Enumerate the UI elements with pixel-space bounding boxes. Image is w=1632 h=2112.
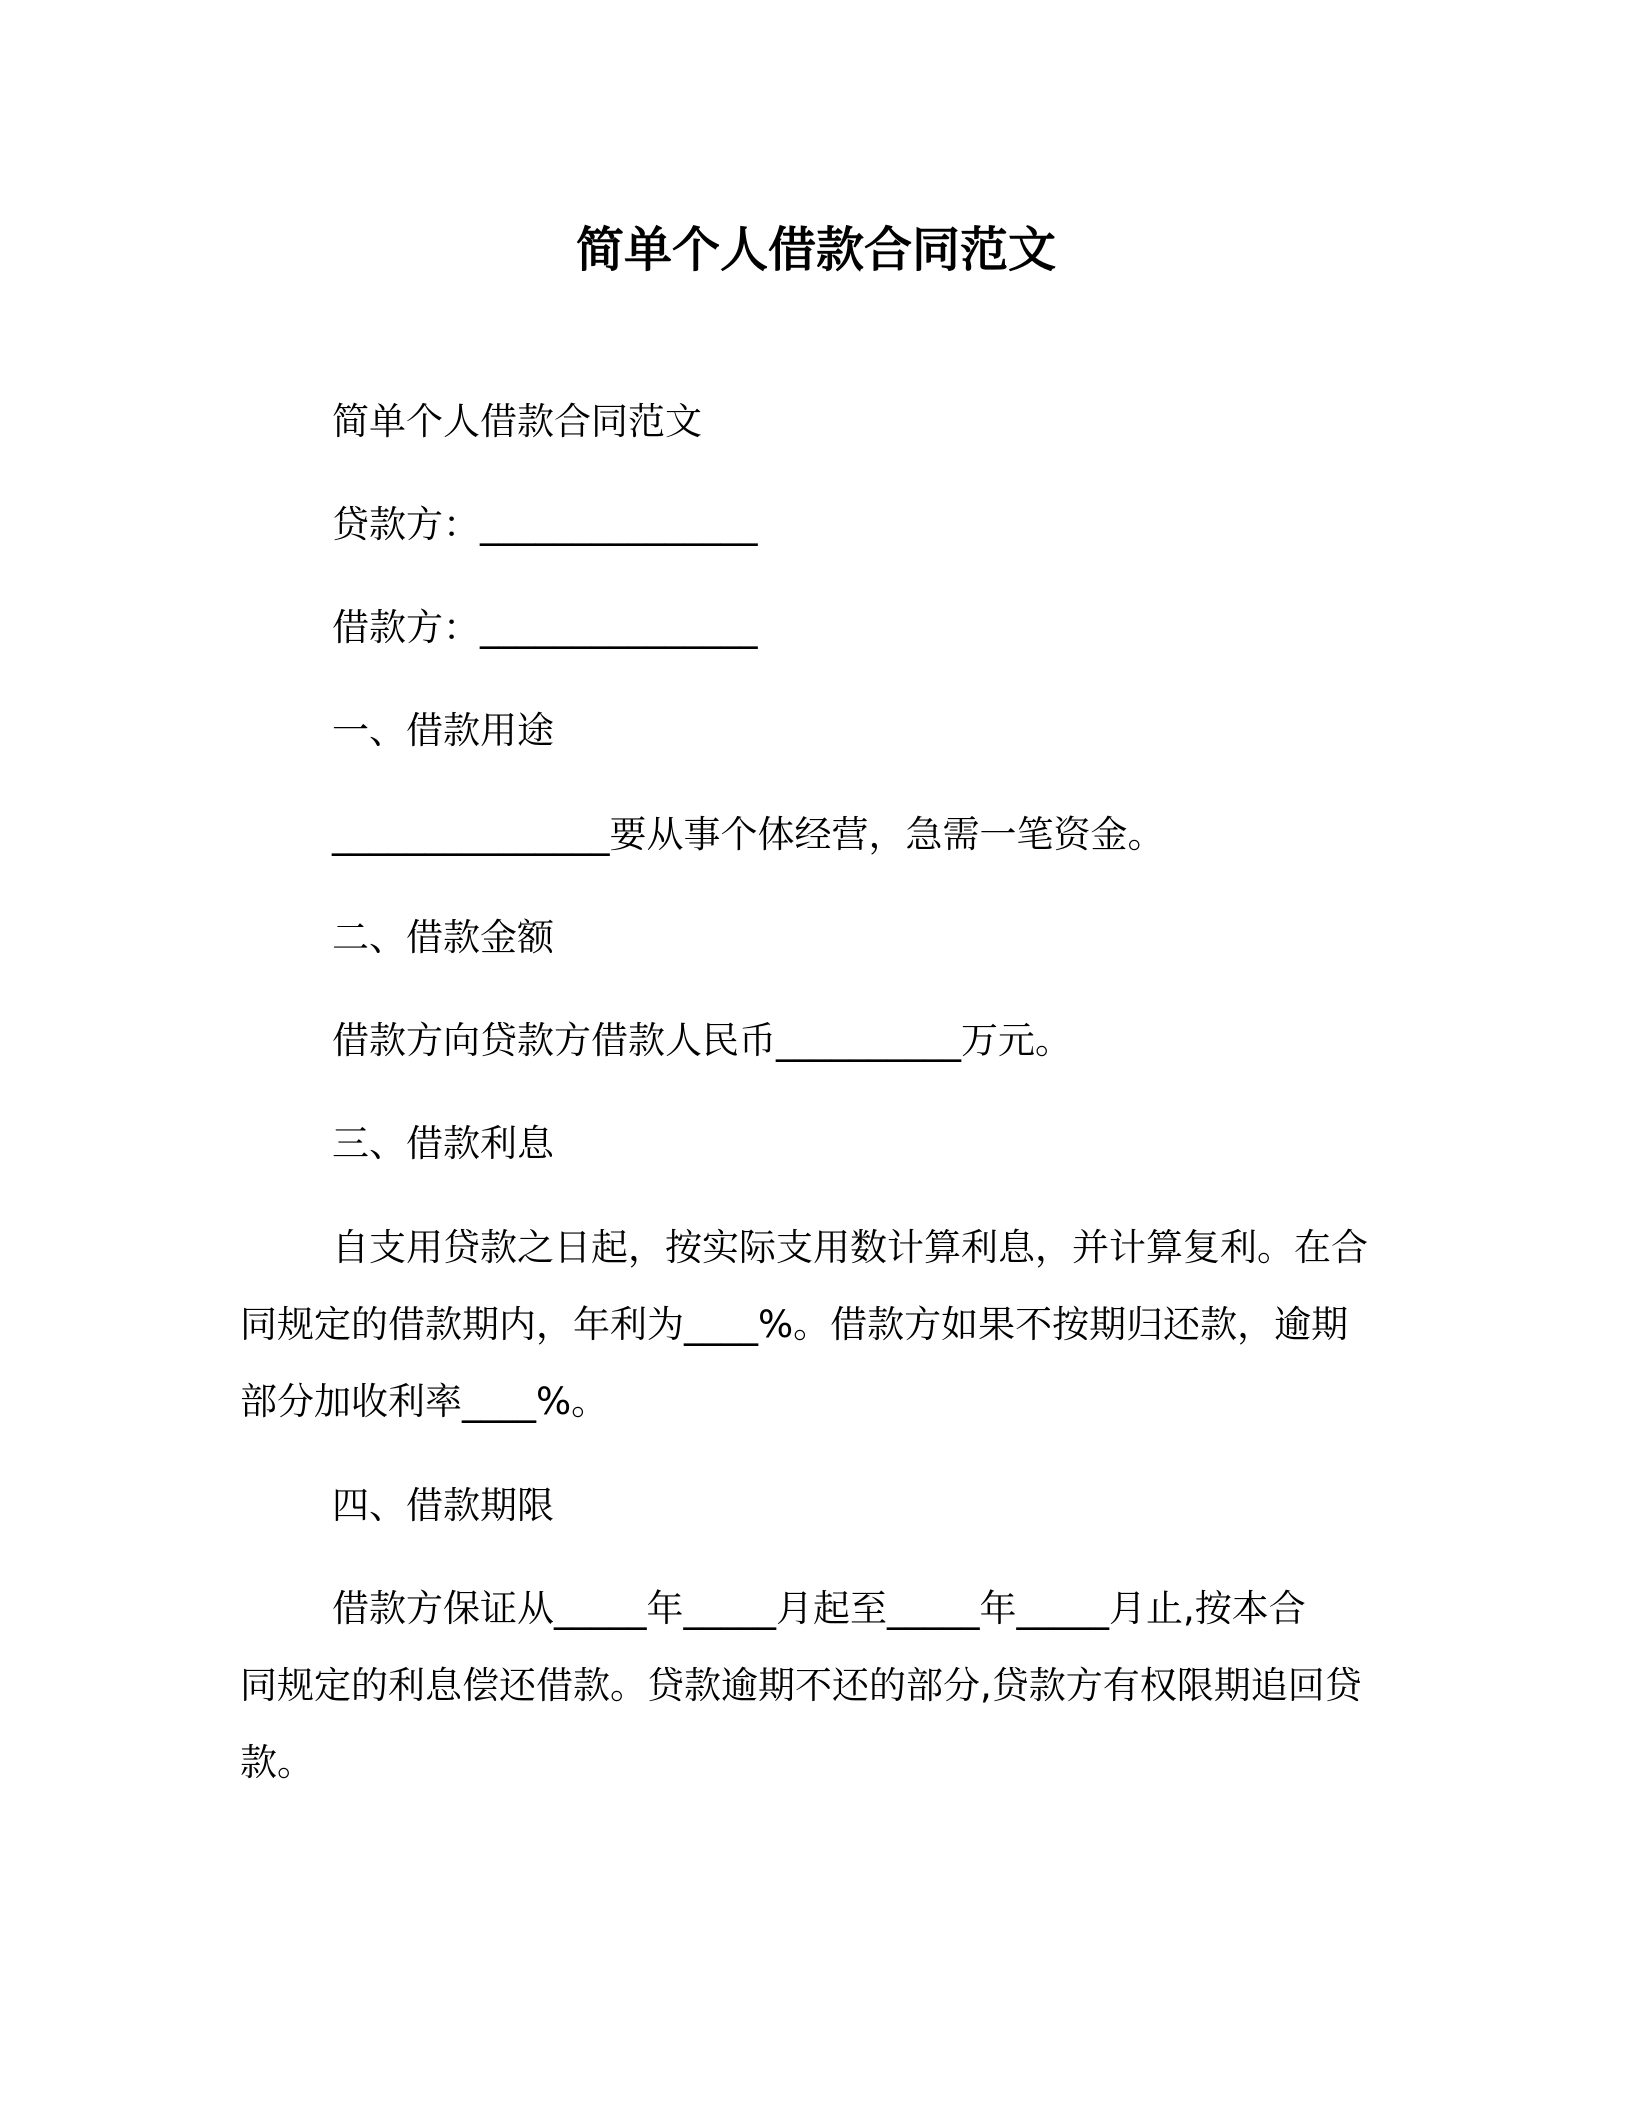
- term-text-line-1: 借款方保证从_____年_____月起至_____年_____月止,按本合: [332, 1587, 1306, 1630]
- term-text-line-3: 款。: [240, 1741, 314, 1784]
- borrower-line: 借款方：_______________: [332, 606, 758, 649]
- interest-text-line-3: 部分加收利率____%。: [240, 1380, 609, 1423]
- lender-line: 贷款方：_______________: [332, 503, 758, 546]
- section-heading-term: 四、借款期限: [332, 1484, 554, 1527]
- interest-text-line-2: 同规定的借款期内，年利为____%。借款方如果不按期归还款，逾期: [240, 1303, 1349, 1346]
- page-title: 简单个人借款合同范文: [575, 222, 1056, 278]
- document-subtitle: 简单个人借款合同范文: [332, 400, 702, 443]
- amount-text: 借款方向贷款方借款人民币__________万元。: [332, 1019, 1072, 1062]
- section-heading-purpose: 一、借款用途: [332, 709, 554, 752]
- section-heading-interest: 三、借款利息: [332, 1122, 554, 1165]
- section-heading-amount: 二、借款金额: [332, 916, 554, 959]
- purpose-text: _______________要从事个体经营，急需一笔资金。: [332, 813, 1165, 856]
- term-text-line-2: 同规定的利息偿还借款。贷款逾期不还的部分,贷款方有权限期追回贷: [240, 1664, 1362, 1707]
- interest-text-line-1: 自支用贷款之日起，按实际支用数计算利息，并计算复利。在合: [332, 1226, 1368, 1269]
